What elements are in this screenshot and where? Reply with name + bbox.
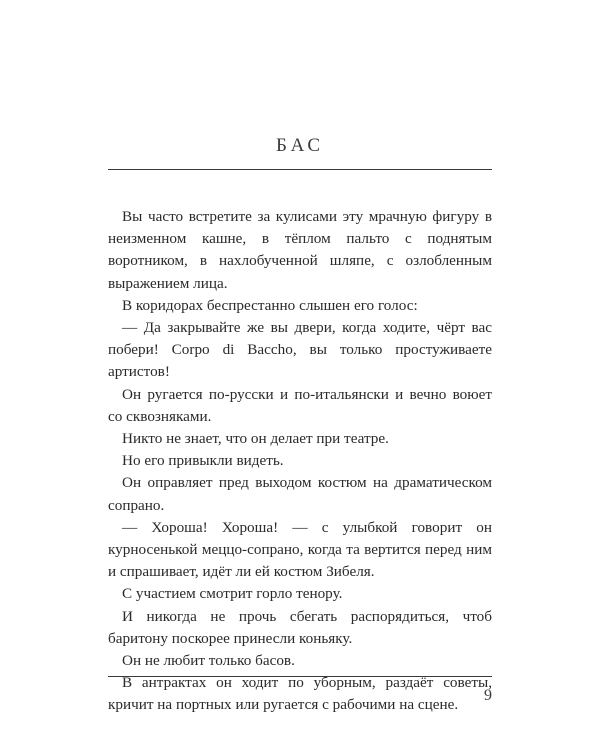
chapter-body [108, 206, 492, 717]
page-number: 9 [484, 687, 492, 704]
paragraph: И никогда не прочь сбегать распорядиться, чтоб баритону поскорее принесли коньяку. [108, 607, 492, 647]
paragraph: Он не любит только басов. [122, 652, 295, 670]
top-divider [108, 169, 492, 170]
paragraph: Он оправляет пред выходом костюм на драматическом сопрано. [108, 474, 492, 514]
paragraph: С участием смотрит горло тенору. [122, 585, 343, 603]
paragraph: — Да закрывайте же вы двери, когда ходите, чёрт вас побери! Corpo di Baccho, вы только простуживаете артистов! [108, 319, 492, 381]
paragraph: В коридорах беспрестанно слышен его голос: [122, 296, 418, 314]
bottom-divider [108, 676, 492, 677]
paragraph: Он ругается по-русски и по-итальянски и вечно воюет со сквозняками. [108, 385, 492, 425]
paragraph: В антрактах он ходит по уборным, раздаёт советы, кричит на портных или ругается с рабочими на сцене. [108, 674, 492, 714]
chapter-title: БАС [275, 135, 325, 156]
paragraph: Вы часто встретите за кулисами эту мрачную фигуру в неизменном кашне, в тёплом пальто с поднятым воротником, в нахлобученной шляпе, с озлобленным выражением лица. [108, 208, 492, 292]
paragraph: Никто не знает, что он делает при театре. [122, 430, 389, 448]
paragraph: — Хороша! Хороша! — с улыбкой говорит он курносенькой меццо-сопрано, когда та вертится перед ним и спрашивает, идёт ли ей костюм Зибеля. [108, 518, 492, 581]
paragraph: Но его привыкли видеть. [122, 452, 284, 470]
